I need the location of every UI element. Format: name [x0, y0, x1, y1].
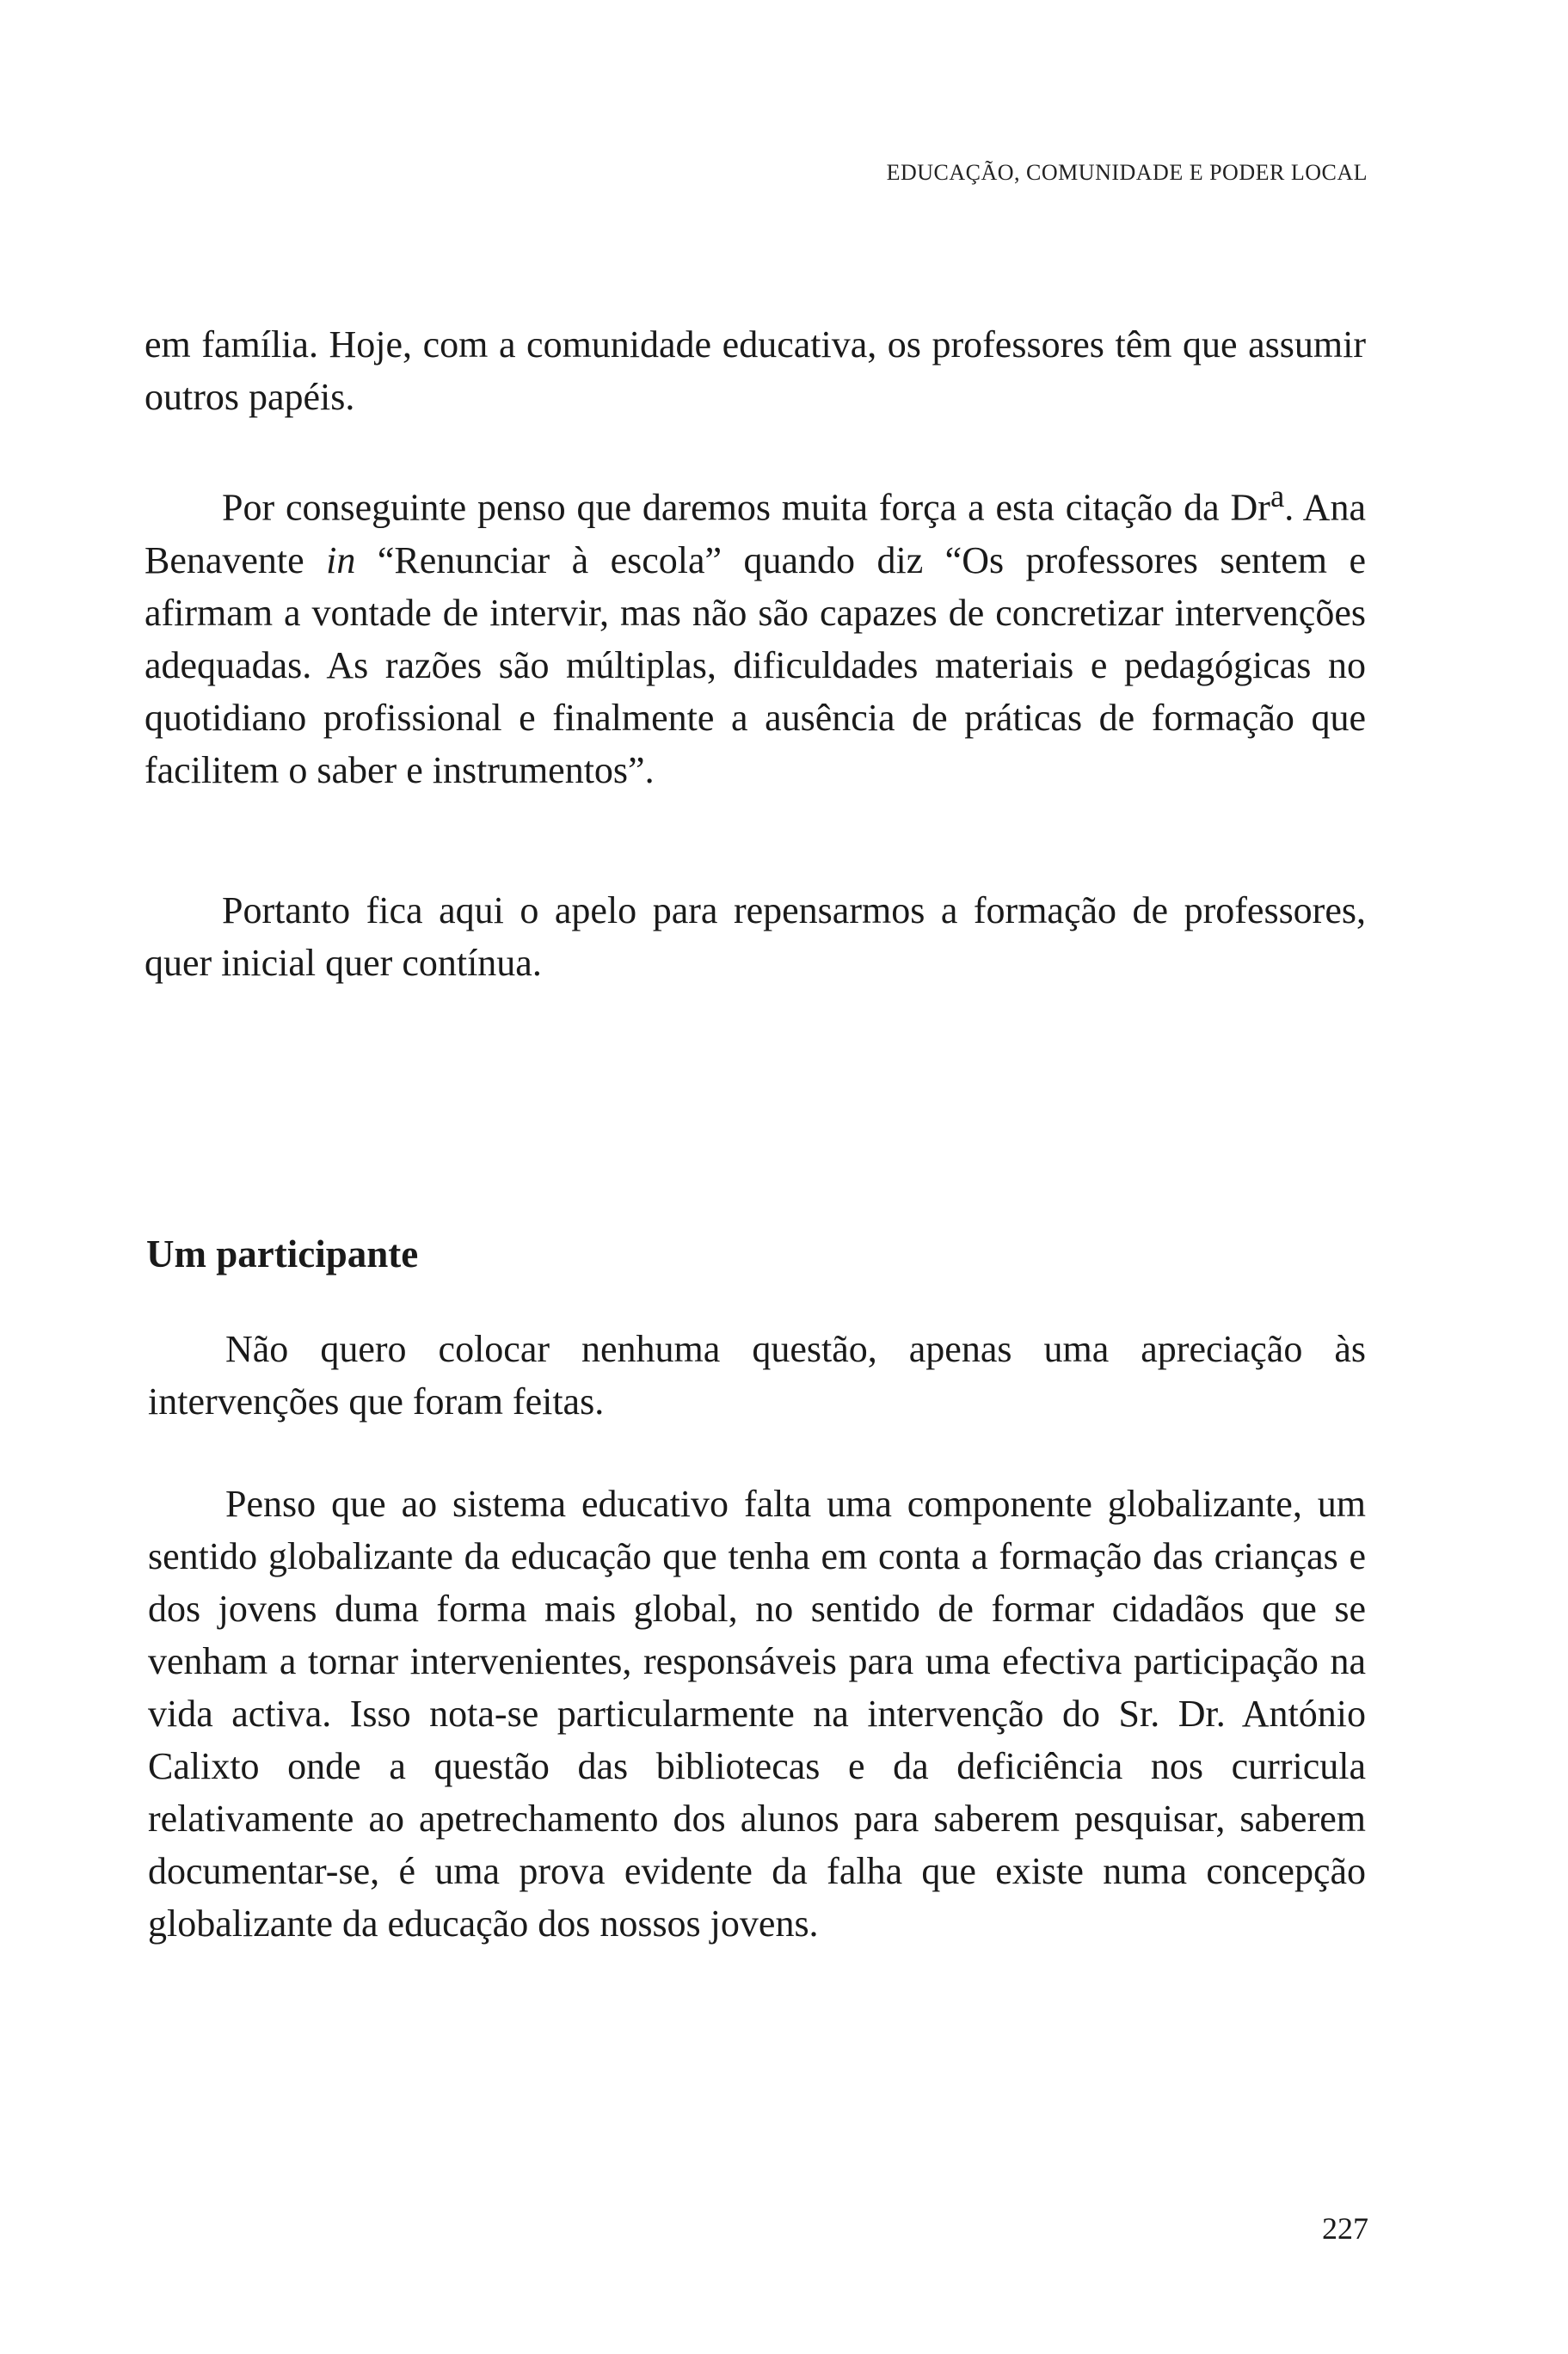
- page-number: 227: [1322, 2211, 1368, 2246]
- paragraph-appreciation: Não quero colocar nenhuma questão, apenas uma apreciação às intervenções que foram feitas.: [148, 1328, 1366, 1423]
- paragraph-continuation: em família. Hoje, com a comunidade educativa, os professores têm que assumir outros papéis.: [145, 323, 1366, 418]
- paragraph-citation: [145, 470, 1366, 796]
- section-heading: Um participante: [146, 1232, 419, 1275]
- paragraph-appeal: Portanto fica aqui o apelo para repensarmos a formação de professores, quer inicial quer contínua.: [145, 889, 1366, 984]
- citation-text-mid: . Ana Benavente: [145, 486, 1366, 581]
- citation-text-end: “Renunciar à escola” quando diz “Os professores sentem e afirmam a vontade de intervir, mas não são capazes de concretizar intervenções adequadas. As razões são múltiplas, dificuldades materiais e pedagógicas no quotidiano profissional e finalmente a ausência de práticas de formação que facilitem o saber e instrumentos”.: [145, 538, 1366, 791]
- paragraph-globalizing: Penso que ao sistema educativo falta uma componente globalizante, um sentido globalizante da educação que tenha em conta a formação das crianças e dos jovens duma forma mais global, no sentido de formar cidadãos que se venham a tornar intervenientes, responsáveis para uma efectiva participação na vida activa. Isso nota-se particularmente na intervenção do Sr. Dr. António Calixto onde a questão das bibliotecas e da deficiência nos curricula relativamente ao apetrechamento dos alunos para saberem pesquisar, saberem documentar-se, é uma prova evidente da falha que existe numa concepção globalizante da educação dos nossos jovens.: [148, 1483, 1366, 1945]
- citation-text-start: Por conseguinte penso que daremos muita força a esta citação da Dr: [222, 486, 1270, 529]
- citation-italic-in: in: [326, 538, 356, 581]
- citation-superscript: a: [1270, 478, 1285, 513]
- running-header: EDUCAÇÃO, COMUNIDADE E PODER LOCAL: [886, 160, 1368, 185]
